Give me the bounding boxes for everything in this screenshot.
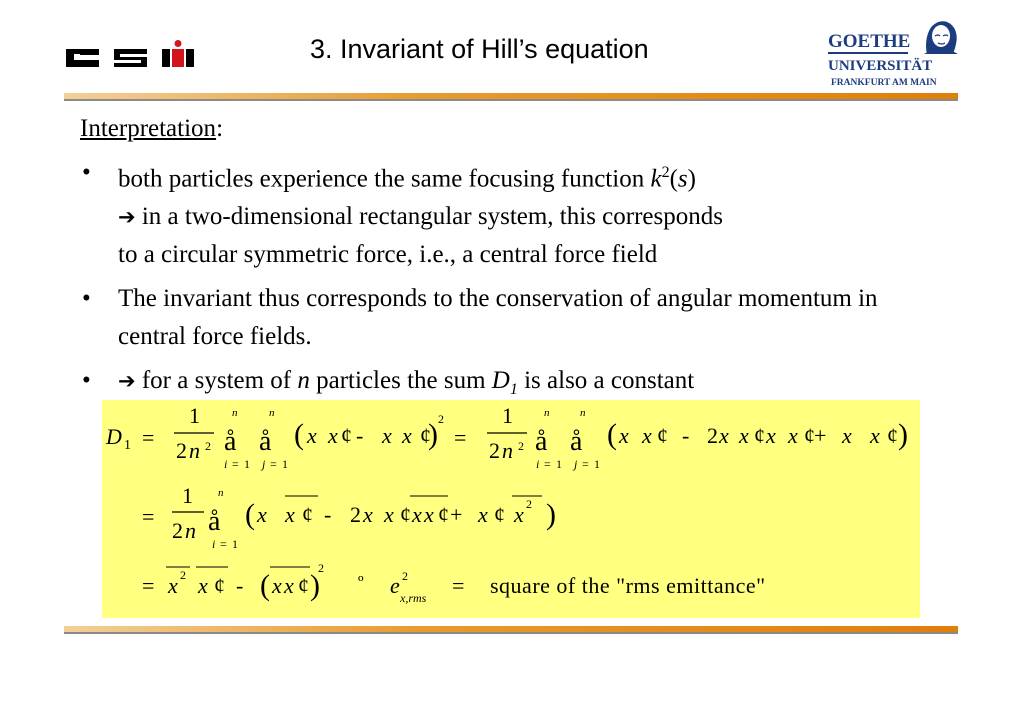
eq-sum-top-2: n — [269, 407, 275, 419]
eq-x: x — [642, 423, 652, 448]
eq-x: x — [168, 573, 178, 598]
section-heading — [80, 110, 940, 148]
bullet-1-line-1 — [118, 154, 940, 198]
eq-tail-text: square of the "rms emittance" — [490, 573, 766, 598]
eq-sum-j: å — [259, 426, 272, 457]
eq-idx-1-5: 1 — [232, 537, 238, 551]
eq-x: x — [257, 502, 267, 527]
goethe-university-logo — [826, 14, 960, 92]
eq-D-sub: 1 — [124, 438, 131, 453]
eq-x: x — [478, 502, 488, 527]
eq-sq-3: 2 — [526, 497, 532, 511]
eq-prime: ¢ — [657, 423, 668, 448]
eq-idx-j: j — [262, 457, 266, 471]
bullet-1-line-3: to a circular symmetric force, i.e., a central force field — [118, 241, 658, 269]
eq-x: x — [514, 502, 524, 527]
eq-two-2: 2 — [489, 438, 500, 463]
eq-prime: ¢ — [494, 502, 505, 527]
bullet-1-text: both particles experience the same focusing function — [118, 165, 651, 193]
arrow-right-icon: ➔ — [118, 369, 136, 394]
eq-lparen-3: ( — [245, 498, 255, 531]
eq-x: x — [402, 423, 412, 448]
eq-idx-eq: = — [232, 457, 239, 471]
eq-sum-i: å — [224, 426, 237, 457]
heading-text: Interpretation — [80, 115, 217, 142]
slide-body — [80, 110, 940, 409]
eq-idx-1-3: 1 — [556, 457, 562, 471]
bullet-3-post: is also a constant — [517, 367, 695, 395]
eq-rparen-4: ) — [310, 569, 320, 602]
arrow-right-icon: ➔ — [118, 205, 136, 230]
bullet-3-mid: particles the sum — [309, 367, 492, 395]
eq-sq: 2 — [205, 439, 211, 453]
eq-lparen-2: ( — [607, 418, 617, 451]
eq-prime: ¢ — [754, 423, 765, 448]
eq-x: x — [382, 423, 392, 448]
paren-close: ) — [687, 165, 696, 193]
eq-lparen: ( — [294, 418, 304, 451]
header-divider — [64, 93, 958, 101]
gsi-logo — [64, 40, 196, 70]
equation-graphic — [102, 400, 920, 618]
eq-prime: ¢ — [214, 573, 225, 598]
eq-equals-2: = — [454, 425, 467, 450]
eq-equals: = — [142, 425, 155, 450]
eq-rparen: ) — [428, 418, 438, 451]
bullet-3-pre: for a system of — [135, 367, 298, 395]
eq-sum-i-2: å — [535, 426, 548, 457]
goethe-logo-line2: UNIVERSITÄT — [828, 58, 933, 74]
eq-idx-1-4: 1 — [594, 457, 600, 471]
eq-minus: - — [356, 423, 364, 448]
eq-n-3: n — [185, 518, 196, 543]
eq-prime: ¢ — [887, 423, 898, 448]
eq-x: x — [384, 502, 394, 527]
eq-prime: ¢ — [420, 423, 431, 448]
eq-x: x — [272, 573, 282, 598]
eq-x: x — [424, 502, 434, 527]
bullet-dot: • — [82, 159, 91, 186]
eq-prime: ¢ — [438, 502, 449, 527]
eq-coef-2: 2 — [707, 423, 718, 448]
eq-one-2: 1 — [502, 403, 513, 428]
s-variable: s — [677, 165, 688, 193]
eq-two-3: 2 — [172, 518, 183, 543]
bullet-1-line-2 — [118, 198, 940, 236]
slide-title: 3. Invariant of Hill’s equation — [310, 34, 649, 64]
eq-sum-3: å — [208, 506, 221, 537]
eq-sum-top-3: n — [544, 407, 550, 419]
eq-idx-eq-2: = — [270, 457, 277, 471]
eq-x: x — [412, 502, 422, 527]
eq-x: x — [842, 423, 852, 448]
eq-prime: ¢ — [400, 502, 411, 527]
eq-sum-top-4: n — [580, 407, 586, 419]
bullet-dot: • — [82, 285, 91, 313]
bullet-1-arrow-text: in a two-dimensional rectangular system, this corresponds — [135, 203, 723, 231]
eq-D: D — [106, 424, 122, 449]
eq-idx-1: 1 — [244, 457, 250, 471]
eq-idx-eq-5: = — [220, 537, 227, 551]
eq-x: x — [766, 423, 776, 448]
eq-x: x — [719, 423, 729, 448]
eq-sq-2: 2 — [518, 439, 524, 453]
eq-equals-3: = — [142, 504, 155, 529]
eq-prime: ¢ — [298, 573, 309, 598]
footer-divider — [64, 626, 958, 634]
eq-epsilon: e — [390, 573, 400, 598]
eq-idx-eq-4: = — [582, 457, 589, 471]
eq-minus-3: - — [324, 502, 332, 527]
k-exponent: 2 — [661, 164, 670, 181]
eq-n-2: n — [502, 438, 513, 463]
eq-x: x — [619, 423, 629, 448]
paren-open: ( — [669, 165, 678, 193]
eq-idx-i-2: i — [536, 457, 540, 471]
eq-idx-j-2: j — [574, 457, 578, 471]
eq-idx-i-3: i — [212, 537, 216, 551]
bullet-item-2 — [80, 280, 940, 356]
eq-rparen-2: ) — [898, 418, 908, 451]
eq-rparen-3: ) — [546, 498, 556, 531]
eq-x: x — [739, 423, 749, 448]
eq-sq-6: 2 — [402, 569, 408, 583]
eq-sum-top: n — [232, 407, 238, 419]
eq-plus: + — [814, 423, 827, 448]
equation-box — [102, 400, 920, 618]
eq-idx-1-2: 1 — [282, 457, 288, 471]
eq-lparen-4: ( — [260, 569, 270, 602]
eq-n: n — [189, 438, 200, 463]
eq-idx-eq-3: = — [544, 457, 551, 471]
bullet-dot: • — [82, 367, 91, 395]
eq-prime: ¢ — [341, 423, 352, 448]
eq-x: x — [788, 423, 798, 448]
eq-one-3: 1 — [182, 483, 193, 508]
D-variable: D — [491, 367, 510, 395]
eq-equals-4: = — [142, 573, 155, 598]
k-variable: k — [650, 165, 662, 193]
eq-equiv: º — [358, 572, 364, 592]
eq-x: x — [363, 502, 373, 527]
heading-colon: : — [216, 115, 224, 142]
eq-two: 2 — [176, 438, 187, 463]
eq-plus-2: + — [450, 502, 463, 527]
eq-x: x — [307, 423, 317, 448]
eq-one: 1 — [189, 403, 200, 428]
eq-x: x — [284, 573, 294, 598]
eq-prime: ¢ — [804, 423, 815, 448]
eq-minus-2: - — [682, 423, 690, 448]
eq-sq-4: 2 — [180, 568, 186, 582]
eq-epsilon-sub: x,rms — [400, 591, 427, 605]
eq-sum-j-2: å — [570, 426, 583, 457]
eq-coef-2b: 2 — [350, 502, 361, 527]
eq-x: x — [285, 502, 295, 527]
D-subscript: 1 — [509, 381, 518, 399]
bullet-item-1 — [80, 154, 940, 274]
eq-x: x — [870, 423, 880, 448]
eq-prime: ¢ — [302, 502, 313, 527]
eq-x: x — [328, 423, 338, 448]
eq-sq: 2 — [438, 412, 444, 426]
eq-idx-i: i — [224, 457, 228, 471]
goethe-logo-line1: GOETHE — [828, 31, 911, 52]
eq-x: x — [198, 573, 208, 598]
goethe-logo-line3: FRANKFURT AM MAIN — [831, 78, 937, 88]
eq-minus-4: - — [236, 573, 244, 598]
eq-sq-5: 2 — [318, 561, 324, 575]
goethe-portrait-icon — [924, 21, 958, 54]
n-variable: n — [297, 367, 310, 395]
bullet-2-text: The invariant thus corresponds to the conservation of angular momentum in central force fields. — [118, 285, 878, 351]
eq-sum-top-5: n — [218, 487, 224, 499]
eq-equals-5: = — [452, 573, 465, 598]
